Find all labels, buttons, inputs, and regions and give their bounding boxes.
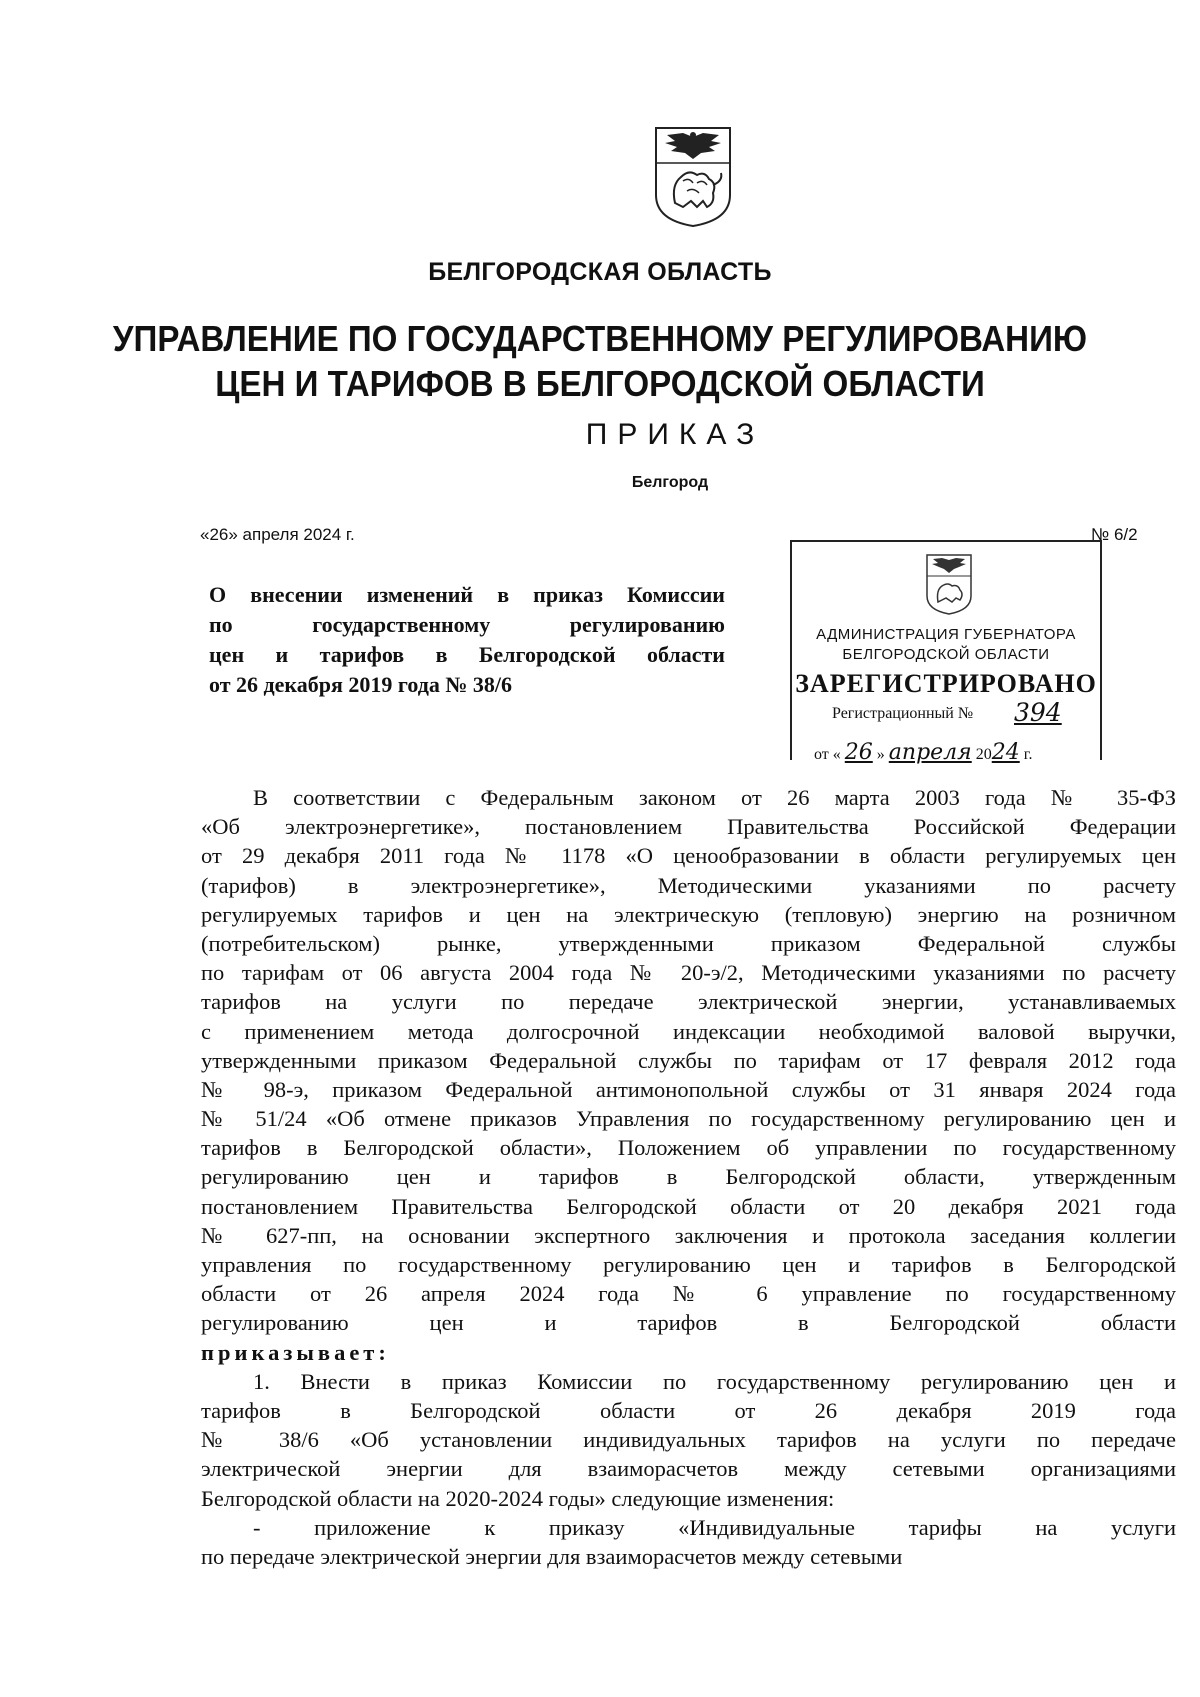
stamp-date-prefix: от « <box>814 746 841 763</box>
stamp-registration-number: 394 <box>1014 698 1062 727</box>
body-line: по тарифам от 06 августа 2004 года № 20-э/2, Методическими указаниями по расчету <box>201 960 1176 986</box>
body-line: (тарифов) в электроэнергетике», Методическими указаниями по расчету <box>201 872 1176 898</box>
stamp-date-year-prefix: 20 <box>975 746 992 763</box>
stamp-date-month: апреля <box>888 740 972 765</box>
body-line: Белгородской области на 2020-2024 годы» следующие изменения: <box>201 1485 835 1511</box>
stamp-authority-line-1: АДМИНИСТРАЦИЯ ГУБЕРНАТОРА <box>816 626 1076 643</box>
stamp-date <box>814 740 1033 765</box>
stamp-registration-label: Регистрационный № <box>832 705 974 722</box>
body-line: регулированию цен и тарифов в Белгородской области <box>201 1310 1176 1336</box>
body-line: по передаче электрической энергии для взаиморасчетов между сетевыми <box>201 1543 903 1569</box>
subject-line: от 26 декабря 2019 года № 38/6 <box>209 672 513 697</box>
body-line: № 38/6 «Об установлении индивидуальных тарифов на услуги по передаче <box>201 1427 1176 1453</box>
body-line: № 627-пп, на основании экспертного заключения и протокола заседания коллегии <box>201 1222 1176 1248</box>
body-line: В соответствии с Федеральным законом от 26 марта 2003 года № 35-ФЗ <box>253 785 1176 810</box>
order-verb: приказывает: <box>201 1339 390 1365</box>
registration-stamp <box>790 540 1102 765</box>
organization-title-line-2: ЦЕН И ТАРИФОВ В БЕЛГОРОДСКОЙ ОБЛАСТИ <box>215 363 985 404</box>
document-type: ПРИКАЗ <box>585 418 765 451</box>
document-body <box>201 783 1176 1571</box>
body-line: от 29 декабря 2011 года № 1178 «О ценообразовании в области регулируемых цен <box>201 843 1176 869</box>
stamp-date-year: 24 <box>991 740 1020 765</box>
body-line: - приложение к приказу «Индивидуальные тарифы на услуги <box>253 1514 1176 1540</box>
body-line: регулированию цен и тарифов в Белгородской области, утвержденным <box>201 1164 1176 1190</box>
body-line: постановлением Правительства Белгородской области от 20 декабря 2021 года <box>201 1193 1176 1219</box>
document-subject <box>209 580 725 700</box>
organization-title-line-1: УПРАВЛЕНИЕ ПО ГОСУДАРСТВЕННОМУ РЕГУЛИРОВАНИЮ <box>112 318 1088 359</box>
body-line: (потребительском) рынке, утвержденными приказом Федеральной службы <box>201 930 1176 956</box>
subject-line: О внесении изменений в приказ Комиссии <box>209 582 725 607</box>
body-line: «Об электроэнергетике», постановлением Правительства Российской Федерации <box>201 814 1176 840</box>
stamp-authority-line-2: БЕЛГОРОДСКОЙ ОБЛАСТИ <box>842 646 1050 663</box>
body-line: электрической энергии для взаиморасчетов между сетевыми организациями <box>201 1456 1176 1482</box>
body-line: утвержденными приказом Федеральной службы по тарифам от 17 февраля 2012 года <box>201 1047 1176 1073</box>
body-line: регулируемых тарифов и цен на электрическую (тепловую) энергию на розничном <box>201 901 1176 927</box>
coat-of-arms-emblem <box>653 125 733 228</box>
region-title: БЕЛГОРОДСКАЯ ОБЛАСТЬ <box>428 258 772 286</box>
body-line: управления по государственному регулированию цен и тарифов в Белгородской <box>201 1252 1176 1277</box>
body-line: тарифов на услуги по передаче электрической энергии, устанавливаемых <box>201 989 1176 1015</box>
stamp-date-suffix: г. <box>1023 746 1033 763</box>
subject-line: цен и тарифов в Белгородской области <box>209 642 725 667</box>
body-line: № 51/24 «Об отмене приказов Управления по государственному регулированию цен и <box>201 1106 1176 1132</box>
stamp-date-mid: » <box>876 746 885 763</box>
body-line: № 98-э, приказом Федеральной антимонопольной службы от 31 января 2024 года <box>201 1076 1176 1102</box>
stamp-date-day: 26 <box>844 740 873 765</box>
body-line: тарифов в Белгородской области», Положением об управлении по государственному <box>201 1135 1176 1161</box>
document-date: «26» апреля 2024 г. <box>200 525 355 544</box>
stamp-emblem <box>924 552 974 616</box>
body-line: 1. Внести в приказ Комиссии по государственному регулированию цен и <box>253 1368 1176 1394</box>
stamp-status: ЗАРЕГИСТРИРОВАНО <box>795 669 1097 698</box>
subject-line: по государственному регулированию <box>209 612 725 637</box>
body-line: с применением метода долгосрочной индексации необходимой валовой выручки, <box>201 1018 1176 1044</box>
document-number: № 6/2 <box>1091 525 1138 544</box>
body-line: области от 26 апреля 2024 года № 6 управление по государственному <box>201 1281 1176 1307</box>
city: Белгород <box>631 474 709 491</box>
body-line: тарифов в Белгородской области от 26 декабря 2019 года <box>201 1397 1176 1423</box>
